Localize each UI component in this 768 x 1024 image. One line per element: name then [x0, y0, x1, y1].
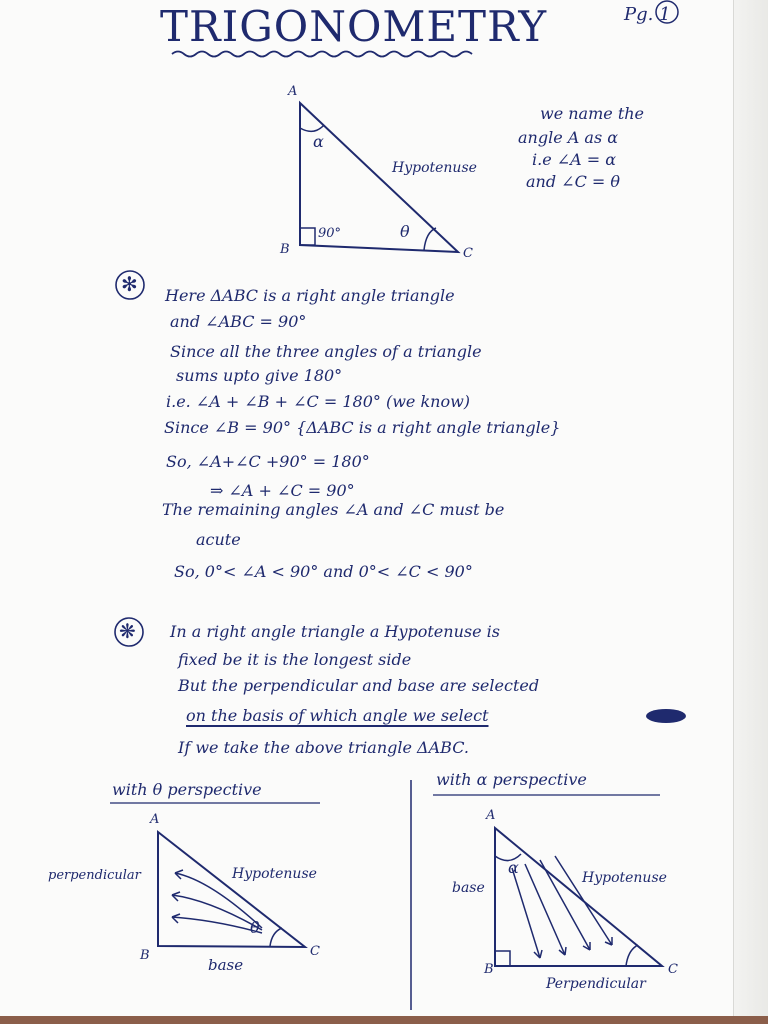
note2-line-4: on the basis of which angle we select [186, 706, 489, 725]
right-base-label: base [452, 880, 485, 896]
note2-line-3: But the perpendicular and base are selected [178, 676, 540, 695]
left-hypotenuse-label: Hypotenuse [232, 866, 317, 882]
naming-note-line-2: angle A as α [518, 128, 619, 147]
left-arrow-3 [172, 917, 262, 933]
right-perpendicular-label: Perpendicular [546, 976, 646, 992]
top-hypotenuse-label: Hypotenuse [392, 160, 477, 176]
top-vertex-a: A [288, 84, 298, 99]
naming-note-line-4: and ∠C = θ [526, 172, 621, 191]
top-alpha-arc [300, 125, 324, 131]
top-right-angle-mark [300, 228, 315, 245]
page-number-circle [656, 1, 678, 23]
left-theta-arc [270, 928, 282, 946]
note-line-2: and ∠ABC = 90° [170, 312, 307, 331]
title-wavy-underline [172, 52, 472, 57]
right-alpha-label: α [508, 858, 519, 877]
top-theta-arc [424, 228, 436, 250]
note-line-6: Since ∠B = 90° {ΔABC is a right angle triangle} [164, 418, 561, 437]
top-alpha-label: α [313, 132, 324, 151]
left-perspective-heading: with θ perspective [112, 780, 262, 799]
right-arrowheads [534, 937, 612, 958]
note-line-8: ⇒ ∠A + ∠C = 90° [210, 481, 355, 500]
note-line-4: sums upto give 180° [176, 366, 343, 385]
right-c-arc [626, 945, 638, 966]
star-bullet-1: ✻ [121, 272, 138, 296]
left-base-label: base [208, 956, 244, 974]
left-vertex-b: B [140, 948, 150, 963]
top-vertex-b: B [280, 242, 290, 257]
note2-line-2: fixed be it is the longest side [178, 650, 412, 669]
right-hypotenuse-label: Hypotenuse [582, 870, 667, 886]
page-title: TRIGONOMETRY [160, 2, 548, 51]
note-line-10: acute [196, 530, 241, 549]
note2-line-5: If we take the above triangle ΔABC. [178, 738, 469, 757]
left-perpendicular-label: perpendicular [48, 868, 141, 883]
right-vertex-b: B [484, 962, 494, 977]
right-vertex-a: A [486, 808, 496, 823]
right-perspective-heading: with α perspective [436, 770, 587, 789]
star-bullet-2: ❋ [119, 619, 136, 643]
left-triangle [158, 832, 305, 947]
note-line-11: So, 0°< ∠A < 90° and 0°< ∠C < 90° [174, 562, 473, 581]
note-line-5: i.e. ∠A + ∠B + ∠C = 180° (we know) [166, 392, 471, 411]
top-vertex-c: C [463, 246, 473, 261]
top-theta-label: θ [400, 222, 410, 241]
page-number: Pg. 1 [624, 4, 671, 25]
note-line-3: Since all the three angles of a triangle [170, 342, 482, 361]
note2-line-1: In a right angle triangle a Hypotenuse is [170, 622, 500, 641]
note-line-1: Here ΔABC is a right angle triangle [165, 286, 455, 305]
naming-note-line-1: we name the [540, 104, 645, 123]
note-line-9: The remaining angles ∠A and ∠C must be [162, 500, 505, 519]
top-right-angle-label: 90° [318, 226, 342, 241]
left-vertex-a: A [150, 812, 160, 827]
scribble-mark [646, 709, 686, 723]
right-vertex-c: C [668, 962, 678, 977]
right-right-angle-mark [495, 951, 510, 966]
note-line-7: So, ∠A+∠C +90° = 180° [166, 452, 370, 471]
left-vertex-c: C [310, 944, 320, 959]
naming-note-line-3: i.e ∠A = α [532, 150, 617, 169]
left-arrow-2 [172, 895, 262, 930]
left-theta-label: θ [250, 918, 260, 937]
